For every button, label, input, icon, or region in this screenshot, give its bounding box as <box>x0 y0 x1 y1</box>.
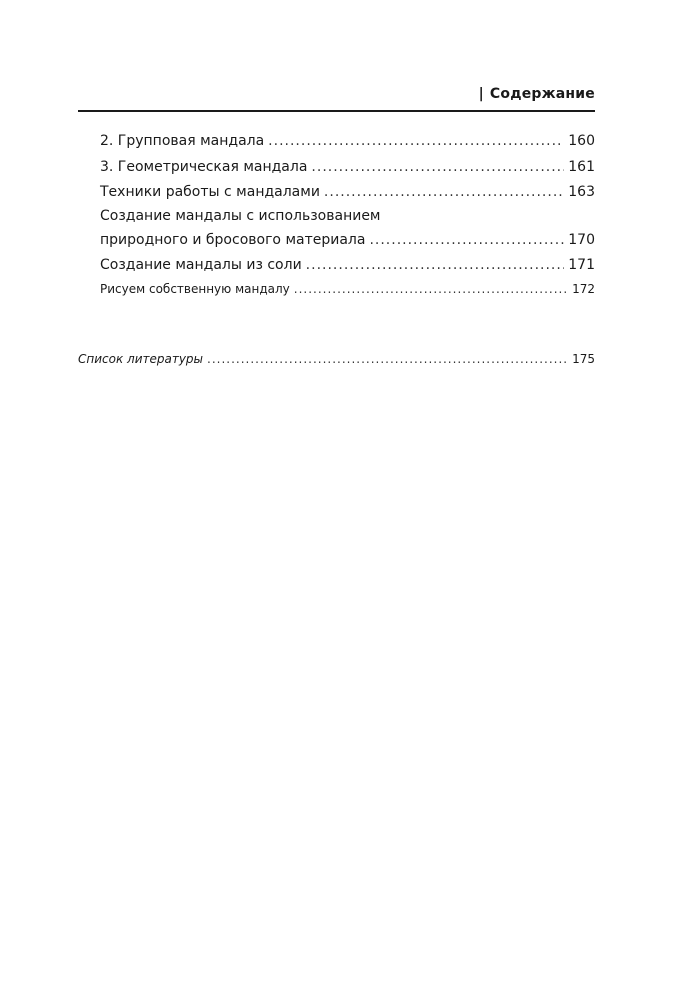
toc-entry-title: Рисуем собственную мандалу <box>100 282 290 296</box>
toc-entry-natural-materials-line1: Создание мандалы с использованием <box>100 208 381 224</box>
toc-entry-salt-mandala[interactable] <box>100 257 595 273</box>
toc-entry-title: 2. Групповая мандала <box>100 133 265 149</box>
running-head <box>479 86 595 102</box>
toc-entry-title: 3. Геометрическая мандала <box>100 159 308 175</box>
toc-entry-own-mandala[interactable] <box>100 282 595 296</box>
running-head-separator: | <box>478 86 484 102</box>
toc-entry-page: 161 <box>568 159 595 175</box>
toc-leader-dots <box>294 282 568 296</box>
toc-entry-page: 163 <box>568 184 595 200</box>
toc-leader-dots <box>306 257 565 273</box>
toc-entry-page: 175 <box>572 352 595 366</box>
toc-entry-natural-materials[interactable] <box>100 232 595 248</box>
toc-entry-page: 172 <box>572 282 595 296</box>
toc-leader-dots <box>369 232 564 248</box>
toc-entry-title: Создание мандалы из соли <box>100 257 302 273</box>
toc-entry-page: 160 <box>568 133 595 149</box>
toc-entry-bibliography[interactable] <box>78 352 595 366</box>
toc-entry-page: 170 <box>568 232 595 248</box>
toc-leader-dots <box>268 133 564 149</box>
toc-entry-page: 171 <box>568 257 595 273</box>
header-rule <box>78 110 595 112</box>
toc-entry-title: Список литературы <box>78 352 204 366</box>
toc-entry-techniques[interactable] <box>100 184 595 200</box>
toc-leader-dots <box>311 159 564 175</box>
toc-entry-group-mandala[interactable] <box>100 133 595 149</box>
toc-entry-title: природного и бросового материала <box>100 232 366 248</box>
toc-leader-dots <box>207 352 568 366</box>
toc-leader-dots <box>324 184 564 200</box>
toc-entry-title: Техники работы с мандалами <box>100 184 320 200</box>
toc-entry-geometric-mandala[interactable] <box>100 159 595 175</box>
running-head-title: Содержание <box>489 86 595 102</box>
